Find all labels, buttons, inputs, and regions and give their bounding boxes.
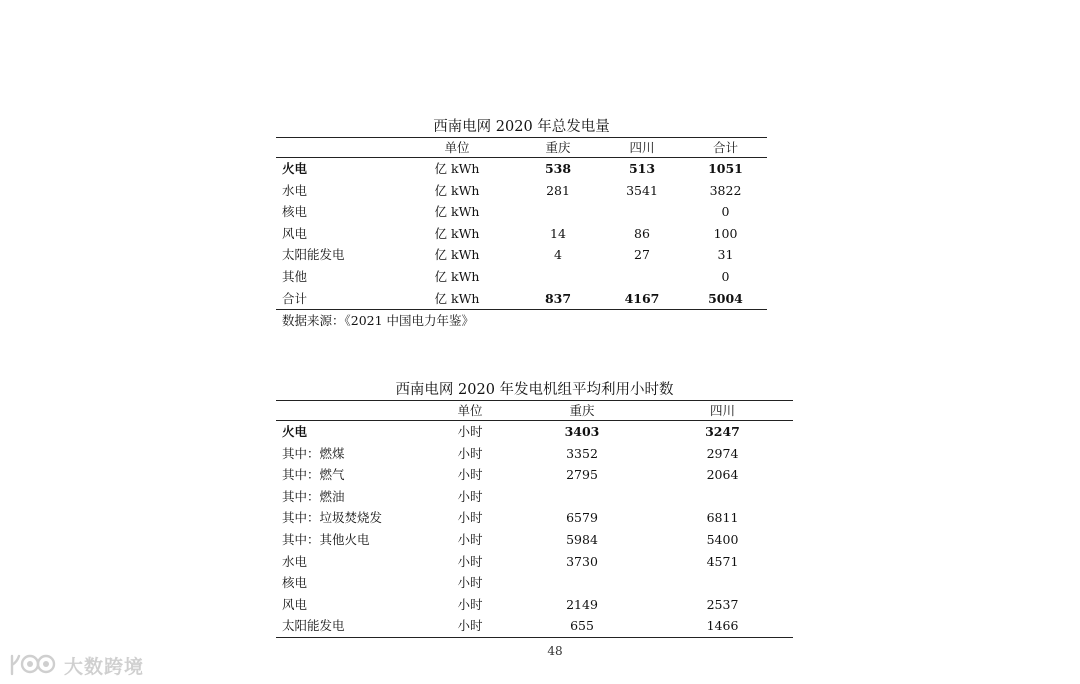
cell-chongqing: 3352	[566, 445, 598, 461]
table-row	[276, 594, 793, 616]
cell-chongqing: 6579	[566, 510, 598, 526]
cell-total: 5004	[684, 288, 767, 310]
cell-total: 0	[721, 204, 730, 220]
table-total-generation	[276, 117, 767, 332]
table-title: 西南电网 2020 年发电机组平均利用小时数	[395, 382, 674, 398]
hours-table	[276, 400, 793, 638]
table-row	[276, 529, 793, 551]
cell-sichuan: 2974	[706, 445, 739, 461]
cell-chongqing: 3730	[566, 553, 598, 569]
row-unit: 小时	[457, 596, 483, 612]
row-unit: 亿 kWh	[434, 268, 480, 284]
cell-sichuan: 2537	[706, 596, 739, 612]
row-label: 其中：燃气	[282, 467, 345, 483]
table-row	[276, 615, 793, 637]
table-row	[276, 201, 767, 223]
cell-sichuan	[600, 201, 684, 223]
cell-sichuan: 4571	[706, 553, 739, 569]
table-row	[276, 266, 767, 288]
row-label: 其中：垃圾焚烧发	[282, 510, 383, 526]
table-row	[276, 572, 793, 594]
header-cell-name	[276, 401, 428, 421]
header-cell-sichuan: 四川	[600, 138, 684, 158]
watermark-logo-icon	[8, 650, 60, 680]
row-label: 水电	[282, 182, 308, 198]
generation-table	[276, 137, 767, 310]
row-label: 其中：燃油	[282, 488, 345, 504]
row-unit: 小时	[457, 467, 483, 483]
table-row	[276, 158, 767, 180]
cell-sichuan: 3541	[626, 182, 658, 198]
cell-chongqing	[516, 201, 600, 223]
row-unit: 小时	[457, 531, 483, 547]
row-label: 水电	[282, 553, 308, 569]
row-label: 火电	[282, 424, 308, 439]
cell-sichuan: 4167	[600, 288, 684, 310]
row-unit: 亿 kWh	[434, 225, 480, 241]
table-header-row	[276, 401, 793, 421]
row-unit: 小时	[457, 575, 483, 591]
row-label: 火电	[282, 161, 308, 176]
row-label: 其中：燃煤	[282, 445, 345, 461]
table-row	[276, 551, 793, 573]
table-title: 西南电网 2020 年总发电量	[433, 119, 610, 135]
header-cell-total: 合计	[684, 138, 767, 158]
row-label: 风电	[282, 225, 308, 241]
header-cell-chongqing: 重庆	[516, 138, 600, 158]
row-unit: 亿 kWh	[434, 182, 480, 198]
cell-sichuan: 1466	[652, 615, 793, 637]
table-row	[276, 223, 767, 245]
row-label: 太阳能发电	[276, 615, 428, 637]
cell-total: 1051	[708, 161, 743, 176]
cell-sichuan: 2064	[706, 467, 739, 483]
table-utilization-hours	[276, 380, 793, 638]
cell-chongqing: 655	[512, 615, 652, 637]
cell-chongqing	[512, 572, 652, 594]
table-row	[276, 421, 793, 443]
header-cell-sichuan: 四川	[652, 401, 793, 421]
cell-sichuan: 86	[634, 225, 650, 241]
row-unit: 亿 kWh	[398, 288, 516, 310]
cell-total: 31	[717, 247, 734, 263]
cell-chongqing: 2149	[566, 596, 598, 612]
table-row	[276, 507, 793, 529]
row-unit: 小时	[457, 445, 483, 461]
row-label: 核电	[282, 204, 308, 220]
table-total-row	[276, 288, 767, 310]
cell-chongqing: 14	[550, 225, 566, 241]
cell-total: 0	[721, 268, 730, 284]
cell-total: 3822	[709, 182, 742, 198]
row-label: 核电	[282, 575, 308, 591]
cell-sichuan: 6811	[706, 510, 739, 526]
cell-chongqing: 4	[554, 247, 562, 263]
cell-chongqing	[516, 266, 600, 288]
row-unit: 小时	[457, 424, 483, 439]
cell-sichuan	[652, 486, 793, 508]
cell-chongqing: 5984	[566, 531, 598, 547]
watermark-text: 大数跨境	[64, 655, 145, 678]
row-unit: 亿 kWh	[434, 161, 480, 176]
cell-sichuan	[600, 266, 684, 288]
row-label: 风电	[282, 596, 308, 612]
data-source-note: 数据来源：《2021 中国电力年鉴》	[282, 313, 475, 329]
cell-chongqing: 538	[544, 161, 572, 176]
row-label: 合计	[276, 288, 398, 310]
page-number: 48	[547, 644, 563, 658]
header-cell-unit: 单位	[398, 138, 516, 158]
row-label: 其中：其他火电	[282, 531, 370, 547]
row-unit: 亿 kWh	[434, 204, 480, 220]
row-label: 太阳能发电	[282, 247, 345, 263]
row-unit: 小时	[457, 553, 483, 569]
header-cell-unit: 单位	[428, 401, 512, 421]
cell-total: 100	[713, 225, 738, 241]
row-label: 其他	[282, 268, 308, 284]
cell-sichuan: 27	[634, 247, 650, 263]
cell-chongqing: 3403	[564, 424, 600, 439]
cell-sichuan: 513	[628, 161, 656, 176]
table-header-row	[276, 138, 767, 158]
cell-chongqing	[512, 486, 652, 508]
cell-chongqing: 2795	[566, 467, 598, 483]
cell-chongqing: 837	[516, 288, 600, 310]
row-unit: 小时	[457, 510, 483, 526]
header-cell-chongqing: 重庆	[512, 401, 652, 421]
table-row	[276, 464, 793, 486]
header-cell-name	[276, 138, 398, 158]
row-unit: 亿 kWh	[434, 247, 480, 263]
cell-sichuan	[652, 572, 793, 594]
row-unit: 小时	[457, 488, 483, 504]
row-unit: 小时	[428, 615, 512, 637]
table-row	[276, 443, 793, 465]
table-row	[276, 180, 767, 202]
table-row	[276, 486, 793, 508]
table-row	[276, 244, 767, 266]
cell-sichuan: 3247	[705, 424, 740, 439]
watermark	[8, 648, 144, 682]
cell-chongqing: 281	[546, 182, 570, 198]
cell-sichuan: 5400	[706, 531, 739, 547]
